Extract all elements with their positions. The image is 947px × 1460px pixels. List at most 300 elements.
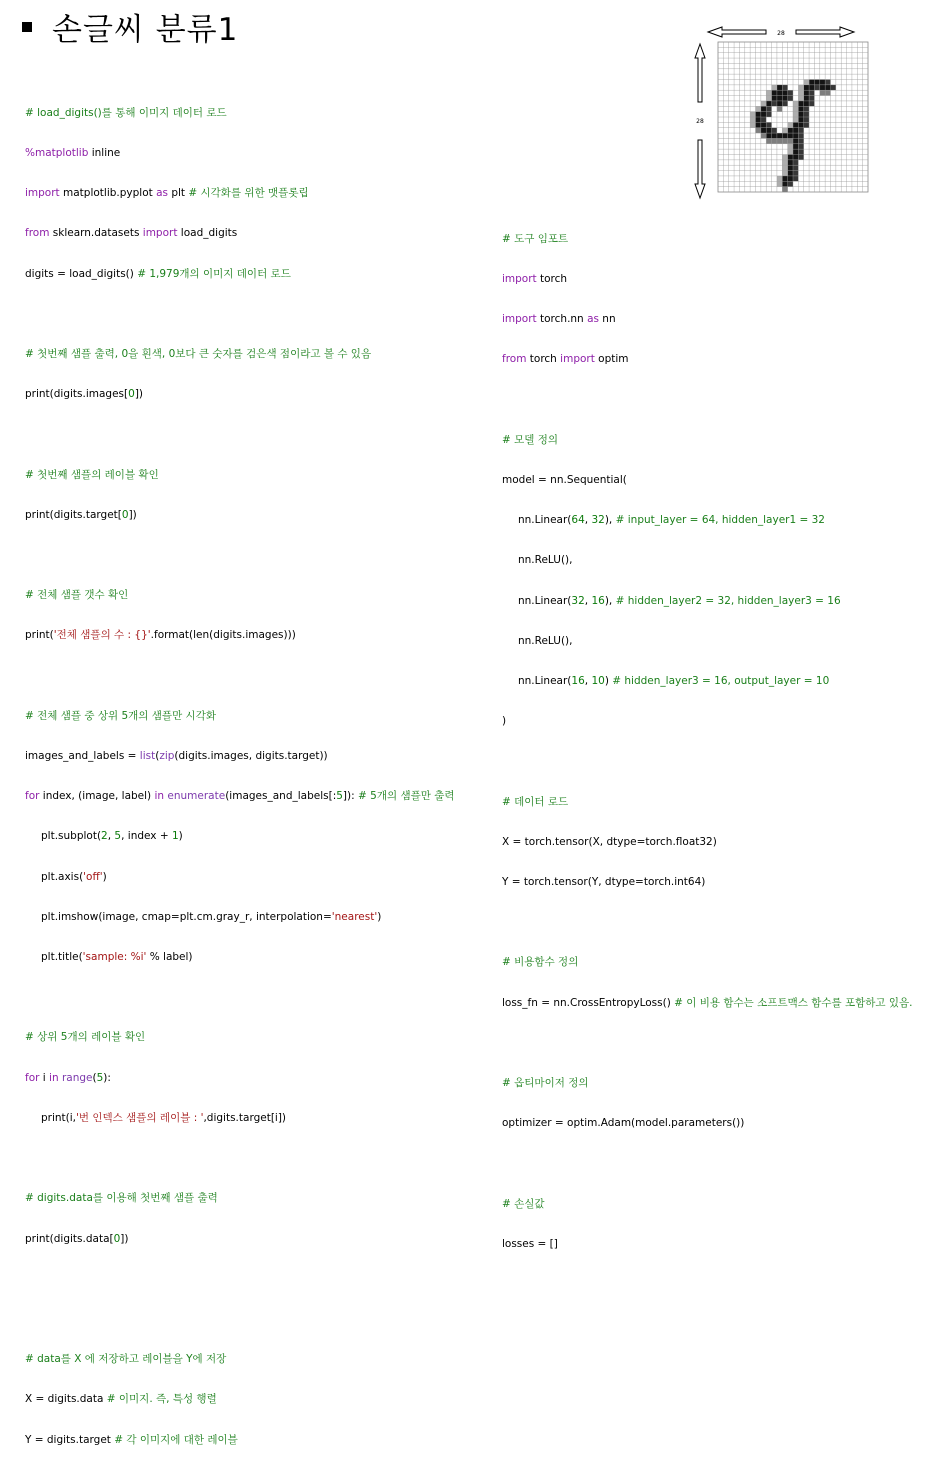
code-text: ( xyxy=(92,1071,97,1084)
code-comment: # digits.data를 이용해 첫번째 샘플 출력 xyxy=(25,1192,218,1205)
code-line xyxy=(502,796,913,809)
code-line xyxy=(25,469,455,482)
digit-pixel xyxy=(793,176,798,181)
digit-pixel xyxy=(788,128,793,133)
digit-pixel xyxy=(777,181,782,186)
code-text: print(i, xyxy=(41,1111,77,1124)
code-comment: # 도구 임포트 xyxy=(502,232,569,245)
digit-pixel xyxy=(793,160,798,165)
digit-pixel xyxy=(782,155,787,160)
code-line xyxy=(25,187,455,200)
digit-pixel xyxy=(777,96,782,101)
code-text: ) xyxy=(377,910,382,923)
digit-pixel xyxy=(772,138,777,143)
code-text: nn xyxy=(598,313,616,326)
digit-pixel xyxy=(782,85,787,90)
right-code-block xyxy=(502,206,913,1265)
digit-pixel xyxy=(798,122,803,127)
digit-pixel xyxy=(793,106,798,111)
code-text: ]) xyxy=(134,388,144,401)
code-comment: # 전체 샘플 중 상위 5개의 샘플만 시각화 xyxy=(25,709,216,722)
code-number: 5 xyxy=(96,1071,104,1084)
blank-line xyxy=(502,755,913,768)
digit-pixel xyxy=(820,80,825,85)
digit-pixel xyxy=(772,128,777,133)
digit-pixel xyxy=(804,90,809,95)
code-text: print( xyxy=(25,629,54,642)
code-text: nn.ReLU(), xyxy=(518,634,573,647)
code-text: (images_and_labels[: xyxy=(225,790,337,803)
digit-pixel xyxy=(793,138,798,143)
digit-pixel xyxy=(761,133,766,138)
blank-line xyxy=(25,1152,455,1165)
code-line xyxy=(25,1072,455,1085)
digit-pixel xyxy=(772,101,777,106)
code-number: 0 xyxy=(121,508,129,521)
code-comment: # 상위 5개의 레이블 확인 xyxy=(25,1031,146,1044)
code-comment: # data를 X 에 저장하고 레이블을 Y에 저장 xyxy=(25,1353,227,1366)
code-comment: # 5개의 샘플만 출력 xyxy=(358,790,455,803)
digit-pixel xyxy=(788,165,793,170)
digit-pixel xyxy=(782,187,787,192)
code-line xyxy=(502,313,913,326)
digit-pixel xyxy=(782,133,787,138)
digit-pixel xyxy=(825,90,830,95)
code-text: nn.ReLU(), xyxy=(518,554,573,567)
code-builtin: zip xyxy=(159,750,175,763)
digit-pixel xyxy=(772,85,777,90)
code-number: 64 xyxy=(571,514,585,527)
code-comment: # 첫번째 샘플 출력, 0을 흰색, 0보다 큰 숫자를 검은색 점이라고 볼 수 있음 xyxy=(25,348,372,361)
digit-pixel xyxy=(798,112,803,117)
code-keyword: for xyxy=(25,790,40,803)
code-text: ) xyxy=(604,675,613,688)
code-line xyxy=(25,750,455,763)
code-line xyxy=(502,474,913,487)
code-text: ), xyxy=(604,514,616,527)
digit-pixel xyxy=(782,171,787,176)
code-line xyxy=(502,635,913,648)
code-line xyxy=(502,514,913,527)
digit-pixel xyxy=(756,122,761,127)
code-text: ]): xyxy=(342,790,358,803)
digit-pixel xyxy=(761,122,766,127)
width-label: 28 xyxy=(777,30,785,37)
digit-pixel xyxy=(825,85,830,90)
code-line xyxy=(25,1434,455,1447)
code-text: index, (image, label) xyxy=(39,790,155,803)
digit-pixel xyxy=(798,144,803,149)
code-text: , xyxy=(107,830,115,843)
digit-pixel xyxy=(788,144,793,149)
code-string: 'nearest' xyxy=(331,910,378,923)
digit-pixel xyxy=(750,122,755,127)
code-text: torch.nn xyxy=(536,313,588,326)
code-text: inline xyxy=(88,147,121,160)
digit-pixel xyxy=(782,128,787,133)
code-text: nn.Linear( xyxy=(518,675,572,688)
digit-pixel xyxy=(793,128,798,133)
digit-pixel xyxy=(782,101,787,106)
code-keyword: import xyxy=(502,273,537,286)
digit-pixel xyxy=(804,117,809,122)
code-builtin: enumerate xyxy=(167,790,226,803)
code-string: '전체 샘플의 수 : {}' xyxy=(53,629,151,642)
code-comment: # load_digits()를 통해 이미지 데이터 로드 xyxy=(25,106,227,119)
code-line xyxy=(25,348,455,361)
digit-pixel xyxy=(782,181,787,186)
code-comment: # 각 이미지에 대한 레이블 xyxy=(114,1433,238,1446)
code-comment: # 모델 정의 xyxy=(502,433,559,446)
digit-pixel xyxy=(814,80,819,85)
code-text: matplotlib.pyplot xyxy=(59,187,157,200)
left-code-block xyxy=(25,80,455,1460)
code-text: plt.title( xyxy=(41,951,83,964)
code-text: plt.axis( xyxy=(41,870,84,883)
digit-pixel xyxy=(804,80,809,85)
digit-pixel xyxy=(777,85,782,90)
digit-pixel xyxy=(782,165,787,170)
digit-pixel xyxy=(788,160,793,165)
digit-pixel xyxy=(798,106,803,111)
code-number: 5 xyxy=(336,790,343,803)
code-comment: # input_layer = 64, hidden_layer1 = 32 xyxy=(615,514,825,527)
code-number: 2 xyxy=(101,830,108,843)
code-text: % label) xyxy=(146,951,193,964)
code-line xyxy=(502,353,913,366)
code-comment: # 시각화를 위한 맷플롯립 xyxy=(188,187,309,200)
code-keyword: as xyxy=(587,313,599,326)
digit-pixel xyxy=(766,90,771,95)
code-text: ), xyxy=(604,594,616,607)
code-line xyxy=(502,675,913,688)
blank-line xyxy=(502,394,913,407)
code-keyword: from xyxy=(502,353,527,366)
digit-pixel xyxy=(777,138,782,143)
code-text: ,digits.target[i]) xyxy=(203,1111,287,1124)
code-text: X = digits.data xyxy=(25,1393,107,1406)
digit-pixel xyxy=(788,149,793,154)
digit-pixel xyxy=(809,85,814,90)
digit-pixel xyxy=(798,101,803,106)
code-line xyxy=(25,710,455,723)
code-builtin: list xyxy=(139,750,156,763)
digit-pixel xyxy=(750,117,755,122)
digit-pixel xyxy=(793,165,798,170)
digit-pixel xyxy=(766,96,771,101)
code-keyword: for xyxy=(25,1071,40,1084)
digit-pixel xyxy=(788,155,793,160)
code-text: , xyxy=(584,594,592,607)
digit-pixel xyxy=(788,171,793,176)
code-line xyxy=(502,1077,913,1090)
code-keyword: from xyxy=(25,227,50,240)
digit-pixel xyxy=(809,90,814,95)
code-line xyxy=(502,715,913,728)
digit-pixel xyxy=(804,85,809,90)
slide-title-row xyxy=(22,4,238,48)
blank-line xyxy=(25,1313,455,1326)
code-text: ): xyxy=(103,1071,111,1084)
digit-pixel xyxy=(782,96,787,101)
code-text: i xyxy=(39,1071,50,1084)
digit-pixel xyxy=(788,176,793,181)
code-text: ) xyxy=(178,830,183,843)
digit-pixel xyxy=(772,96,777,101)
code-line xyxy=(25,871,455,884)
digit-pixel xyxy=(798,133,803,138)
code-text: print(digits.target[ xyxy=(25,508,122,521)
digit-pixel xyxy=(793,122,798,127)
code-comment: # 이 비용 함수는 소프트맥스 함수를 포함하고 있음. xyxy=(674,996,913,1009)
code-text: sklearn.datasets xyxy=(49,227,143,240)
mnist-digit-grid-figure xyxy=(690,22,872,202)
code-builtin: range xyxy=(61,1071,93,1084)
code-line xyxy=(25,790,455,803)
code-number: 16 xyxy=(571,675,585,688)
digit-pixel xyxy=(798,85,803,90)
code-text: .format(len(digits.images))) xyxy=(150,629,296,642)
digit-pixel xyxy=(793,112,798,117)
code-number: 5 xyxy=(114,830,122,843)
code-text: nn.Linear( xyxy=(518,594,572,607)
code-text: loss_fn = nn.CrossEntropyLoss() xyxy=(502,996,675,1009)
code-line xyxy=(502,1117,913,1130)
code-comment: # 1,979개의 이미지 데이터 로드 xyxy=(137,267,291,280)
square-bullet-icon xyxy=(22,22,32,32)
digit-pixel xyxy=(782,160,787,165)
code-string: 'off' xyxy=(83,870,103,883)
digit-pixel xyxy=(766,122,771,127)
code-text: images_and_labels = xyxy=(25,750,140,763)
code-line xyxy=(25,951,455,964)
code-line xyxy=(25,1393,455,1406)
digit-pixel xyxy=(820,90,825,95)
digit-pixel xyxy=(788,90,793,95)
code-line xyxy=(502,836,913,849)
code-line xyxy=(502,554,913,567)
code-text: print(digits.images[ xyxy=(25,388,129,401)
code-line xyxy=(502,434,913,447)
digit-pixel xyxy=(766,101,771,106)
code-text: (digits.images, digits.target)) xyxy=(174,750,328,763)
digit-pixel xyxy=(793,144,798,149)
digit-pixel xyxy=(772,133,777,138)
code-keyword: in xyxy=(49,1071,59,1084)
code-text: model = nn.Sequential( xyxy=(502,474,627,487)
code-line xyxy=(502,956,913,969)
code-text: Y = digits.target xyxy=(25,1433,115,1446)
code-line xyxy=(25,388,455,401)
code-line xyxy=(502,997,913,1010)
code-text: , index + xyxy=(121,830,172,843)
code-line xyxy=(25,268,455,281)
code-text: ) xyxy=(502,715,507,728)
code-line xyxy=(25,1353,455,1366)
code-text: nn.Linear( xyxy=(518,514,572,527)
code-line xyxy=(25,629,455,642)
digit-pixel xyxy=(793,171,798,176)
digit-pixel xyxy=(804,106,809,111)
code-text: digits = load_digits() xyxy=(25,267,138,280)
code-line xyxy=(25,1233,455,1246)
digit-pixel xyxy=(831,85,836,90)
digit-pixel xyxy=(798,128,803,133)
code-comment: # hidden_layer2 = 32, hidden_layer3 = 16 xyxy=(615,594,841,607)
code-text: X = torch.tensor(X, dtype=torch.float32) xyxy=(502,835,717,848)
digit-pixel xyxy=(788,96,793,101)
digit-pixel xyxy=(782,176,787,181)
blank-line xyxy=(502,1037,913,1050)
digit-pixel xyxy=(798,96,803,101)
code-comment: # 이미지. 즉, 특성 행렬 xyxy=(106,1393,217,1406)
digit-pixel xyxy=(804,101,809,106)
digit-pixel xyxy=(820,85,825,90)
digit-pixel xyxy=(766,138,771,143)
code-keyword: in xyxy=(154,790,165,803)
code-number: 10 xyxy=(591,675,605,688)
digit-pixel xyxy=(761,106,766,111)
digit-pixel xyxy=(804,112,809,117)
code-comment: # 데이터 로드 xyxy=(502,795,569,808)
digit-pixel xyxy=(804,96,809,101)
code-line xyxy=(25,227,455,240)
digit-pixel xyxy=(782,138,787,143)
code-line xyxy=(25,509,455,522)
code-text: ) xyxy=(102,870,107,883)
code-keyword: import xyxy=(25,187,60,200)
digit-pixel xyxy=(798,138,803,143)
height-label: 28 xyxy=(696,118,704,125)
code-line xyxy=(25,830,455,843)
digit-pixel xyxy=(798,117,803,122)
code-number: 16 xyxy=(591,594,605,607)
code-line xyxy=(25,1192,455,1205)
code-line xyxy=(502,1238,913,1251)
digit-pixel xyxy=(793,101,798,106)
digit-pixel xyxy=(809,96,814,101)
code-text: torch xyxy=(536,273,568,286)
digit-pixel xyxy=(793,133,798,138)
code-keyword: as xyxy=(156,187,168,200)
digit-pixel xyxy=(798,155,803,160)
code-line xyxy=(502,876,913,889)
code-comment: # 옵티마이저 정의 xyxy=(502,1077,589,1090)
code-line xyxy=(25,1112,455,1125)
digit-pixel xyxy=(756,117,761,122)
digit-pixel xyxy=(750,112,755,117)
code-text: optimizer = optim.Adam(model.parameters()) xyxy=(502,1117,745,1130)
digit-pixel xyxy=(814,85,819,90)
code-number: 0 xyxy=(113,1232,121,1245)
digit-pixel xyxy=(766,112,771,117)
digit-pixel xyxy=(788,133,793,138)
digit-pixel xyxy=(798,90,803,95)
digit-pixel xyxy=(777,133,782,138)
code-line xyxy=(25,147,455,160)
digit-pixel xyxy=(761,117,766,122)
code-line xyxy=(502,1198,913,1211)
code-text: ]) xyxy=(128,508,137,521)
code-keyword: import xyxy=(502,313,537,326)
blank-line xyxy=(502,916,913,929)
digit-pixel xyxy=(804,122,809,127)
code-text: torch xyxy=(526,353,561,366)
digit-pixel xyxy=(756,106,761,111)
code-text: plt.subplot( xyxy=(41,830,102,843)
blank-line xyxy=(25,670,455,683)
code-keyword: import xyxy=(560,353,595,366)
digit-pixel xyxy=(788,122,793,127)
blank-line xyxy=(502,1157,913,1170)
code-comment: # hidden_layer3 = 16, output_layer = 10 xyxy=(612,675,830,688)
digit-pixel xyxy=(777,106,782,111)
digit-pixel xyxy=(825,80,830,85)
code-line xyxy=(502,595,913,608)
code-number: 0 xyxy=(128,388,135,401)
code-line xyxy=(25,911,455,924)
digit-pixel xyxy=(761,128,766,133)
code-text: print(digits.data[ xyxy=(25,1232,114,1245)
code-string: 'sample: %i' xyxy=(82,951,147,964)
code-text: losses = [] xyxy=(502,1237,558,1250)
blank-line xyxy=(25,308,455,321)
code-number: 1 xyxy=(171,830,179,843)
code-line xyxy=(25,1031,455,1044)
code-comment: # 첫번째 샘플의 레이블 확인 xyxy=(25,468,159,481)
code-number: 32 xyxy=(571,594,585,607)
digit-pixel xyxy=(793,155,798,160)
code-text: plt.imshow(image, cmap=plt.cm.gray_r, interpolation= xyxy=(41,910,332,923)
code-keyword: import xyxy=(142,227,178,240)
slide-title: 손글씨 분류1 xyxy=(52,11,239,48)
code-line xyxy=(25,107,455,120)
blank-line xyxy=(25,1273,455,1286)
digit-pixel xyxy=(756,128,761,133)
code-text: ( xyxy=(155,750,160,763)
code-text: plt xyxy=(168,187,189,200)
blank-line xyxy=(25,549,455,562)
digit-pixel xyxy=(761,101,766,106)
code-line xyxy=(502,273,913,286)
digit-pixel xyxy=(788,138,793,143)
digit-pixel xyxy=(766,133,771,138)
digit-pixel xyxy=(793,117,798,122)
code-line xyxy=(502,233,913,246)
code-comment: # 전체 샘플 갯수 확인 xyxy=(25,589,129,602)
digit-pixel xyxy=(766,106,771,111)
digit-pixel xyxy=(809,80,814,85)
digit-pixel xyxy=(798,149,803,154)
digit-pixel xyxy=(777,176,782,181)
code-text: ]) xyxy=(120,1232,129,1245)
digit-pixel xyxy=(793,149,798,154)
code-comment: # 비용함수 정의 xyxy=(502,956,579,969)
digit-pixel xyxy=(782,90,787,95)
code-text: , xyxy=(584,675,592,688)
code-text: , xyxy=(584,514,592,527)
digit-pixel xyxy=(761,112,766,117)
digit-pixel xyxy=(809,101,814,106)
code-keyword: %matplotlib xyxy=(25,147,89,160)
digit-pixel xyxy=(788,181,793,186)
digit-pixel xyxy=(777,90,782,95)
code-text: optim xyxy=(594,353,629,366)
digit-pixel xyxy=(756,112,761,117)
code-string: '번 인덱스 샘플의 레이블 : ' xyxy=(76,1111,204,1124)
digit-pixel xyxy=(772,90,777,95)
digit-pixel xyxy=(766,128,771,133)
